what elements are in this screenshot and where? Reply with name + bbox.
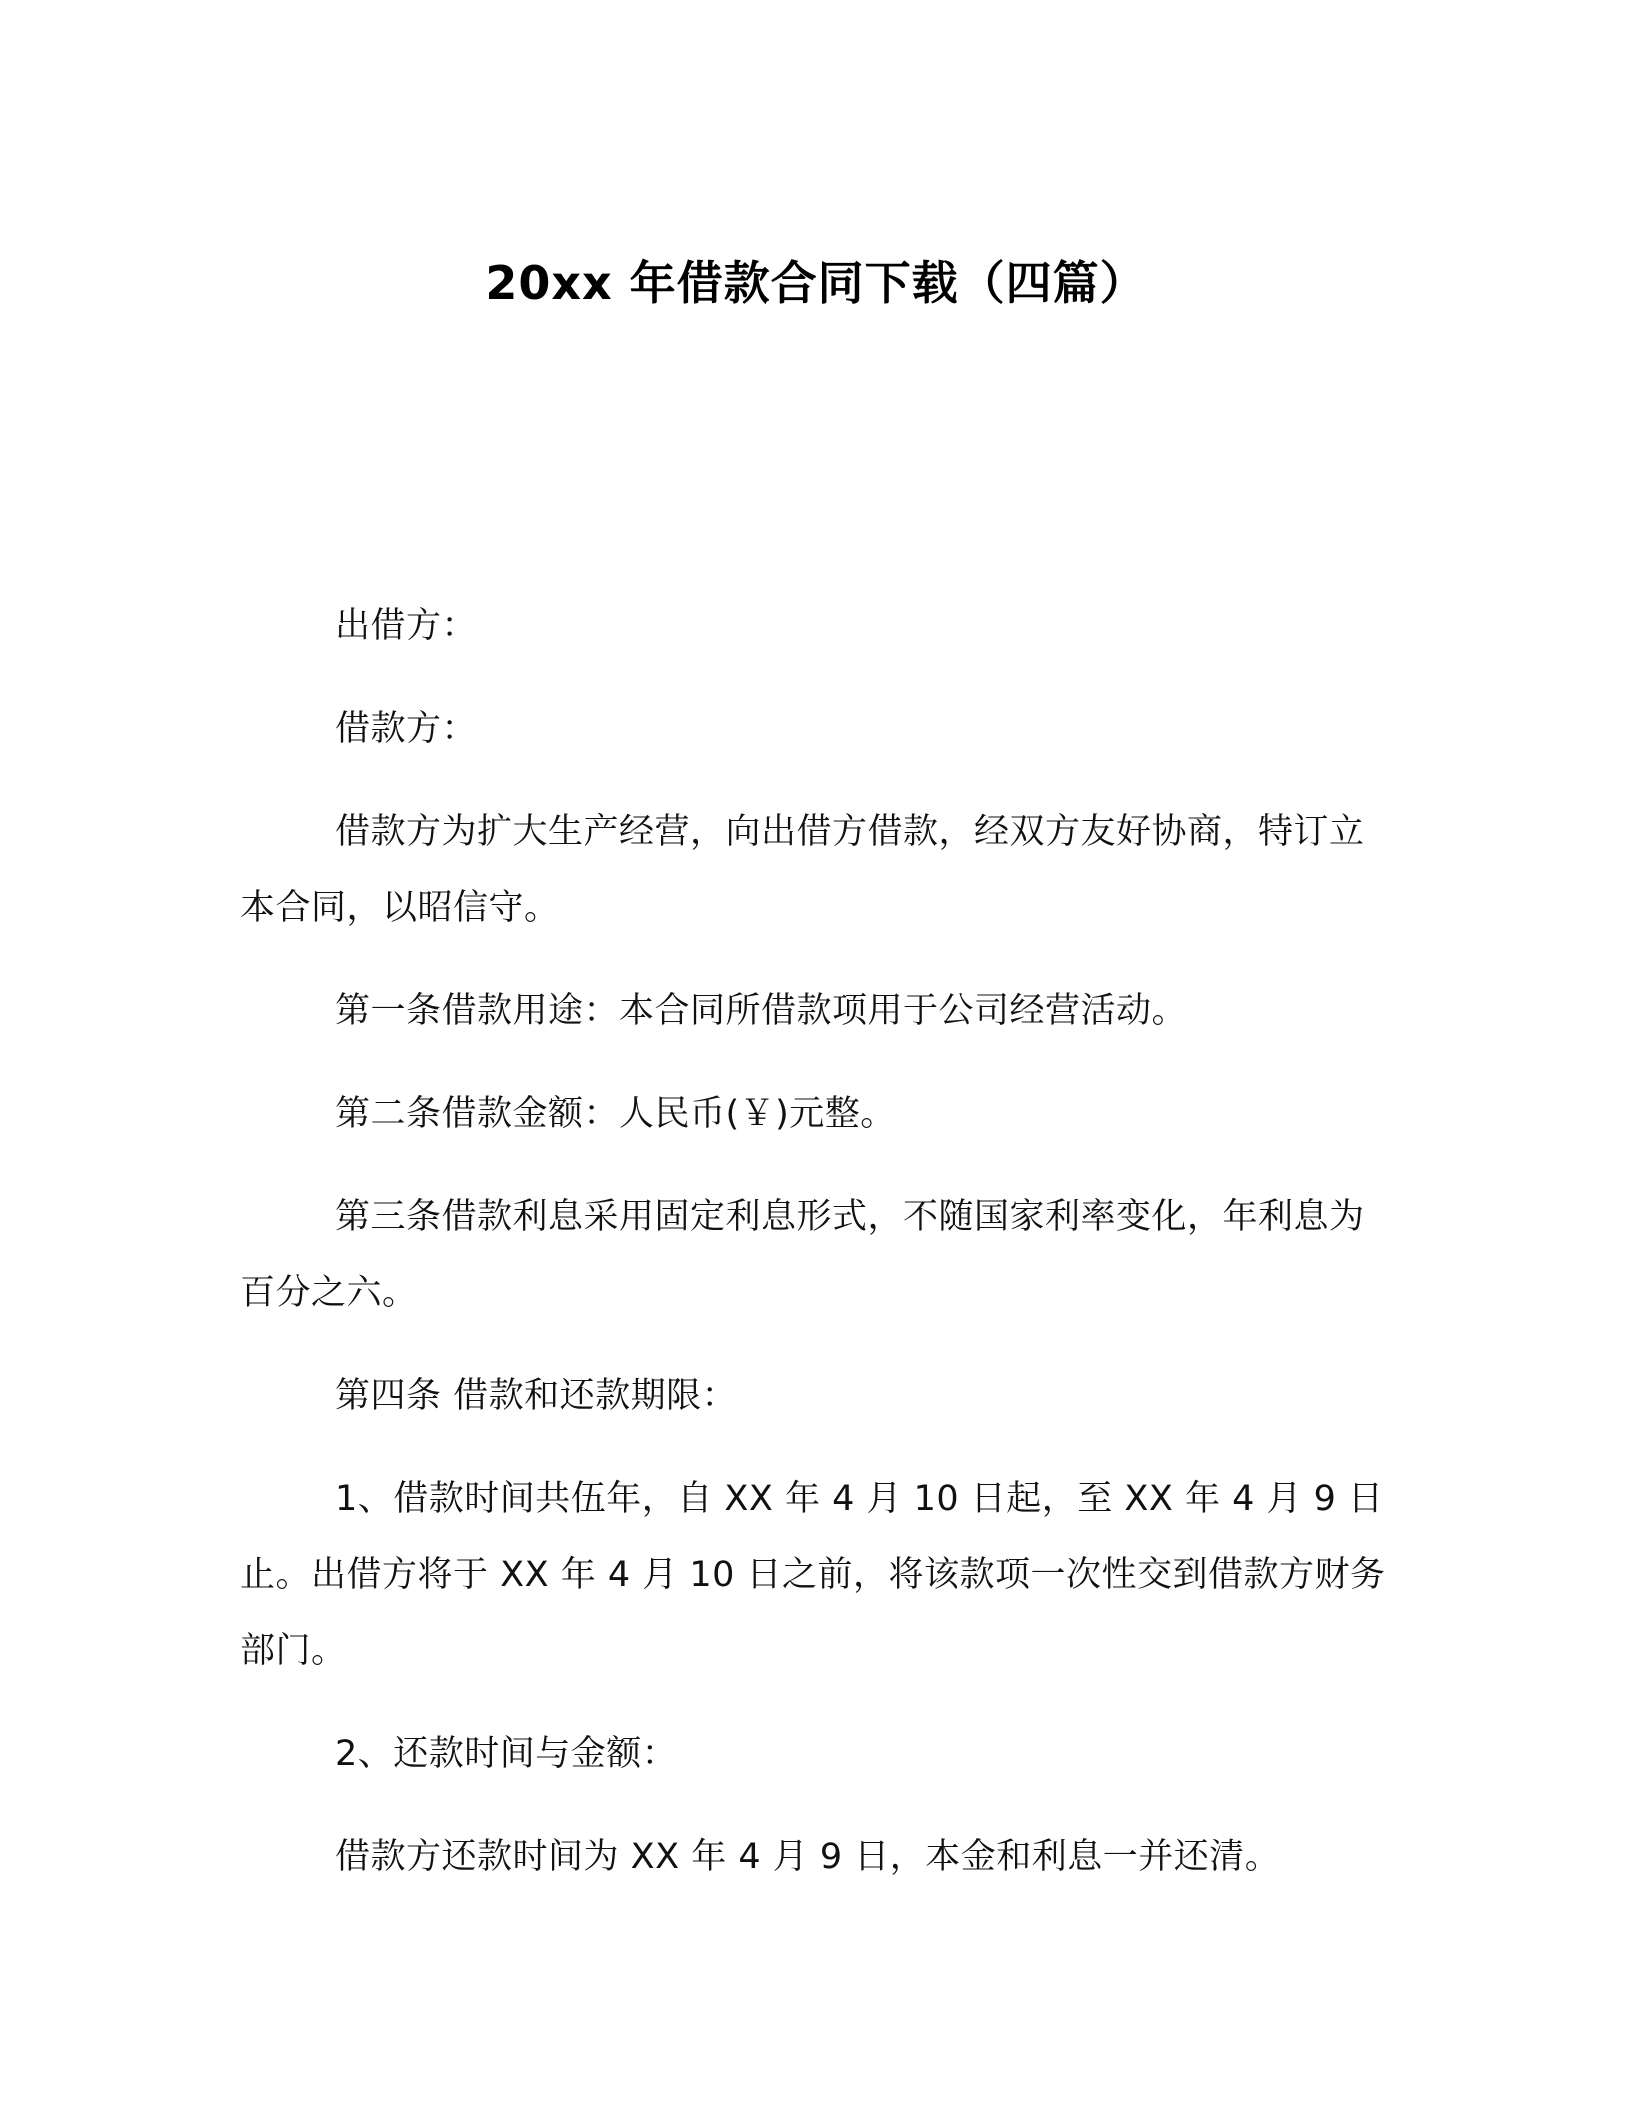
article-4-clause-2-heading: 2、还款时间与金额：	[335, 1734, 678, 1774]
article-4-heading: 第四条 借款和还款期限：	[335, 1376, 738, 1416]
article-3-loan-interest: 第三条借款利息采用固定利息形式，不随国家利率变化，年利息为百分之六。	[240, 1197, 1365, 1313]
lender-line: 出借方：	[335, 606, 478, 646]
article-4-clause-1: 1、借款时间共伍年，自 XX 年 4 月 10 日起，至 XX 年 4 月 9 日止。出借方将于 XX 年 4 月 10 日之前，将该款项一次性交到借款方财务部门。	[240, 1479, 1386, 1671]
article-1-loan-purpose: 第一条借款用途：本合同所借款项用于公司经营活动。	[335, 991, 1188, 1031]
repayment-terms: 借款方还款时间为 XX 年 4 月 9 日，本金和利息一并还清。	[335, 1837, 1281, 1877]
document-body	[240, 588, 1392, 1922]
contract-preamble: 借款方为扩大生产经营，向出借方借款，经双方友好协商，特订立本合同，以昭信守。	[240, 812, 1365, 928]
borrower-line: 借款方：	[335, 709, 478, 749]
article-2-loan-amount: 第二条借款金额：人民币(￥)元整。	[335, 1094, 896, 1134]
document-title: 20xx 年借款合同下载（四篇）	[485, 255, 1147, 310]
